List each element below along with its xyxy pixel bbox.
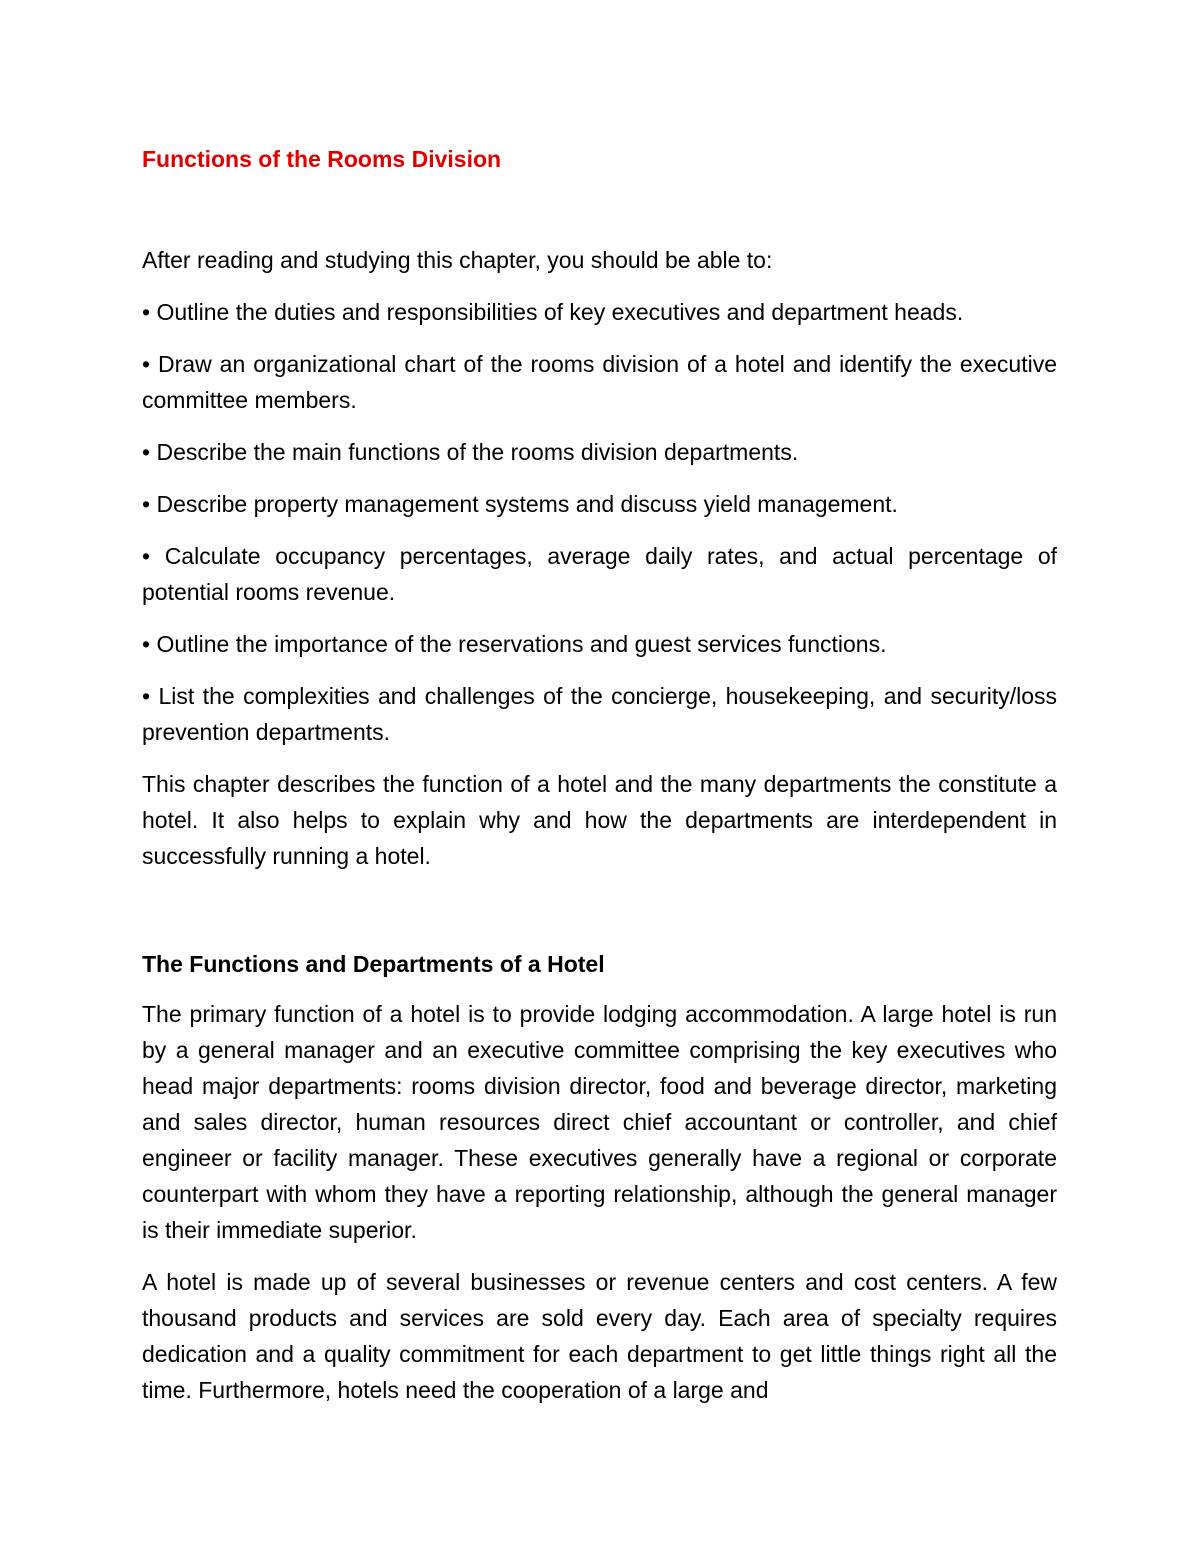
objective-item [142, 294, 1057, 330]
bullet-icon: • [142, 439, 151, 465]
learning-objectives-list [142, 294, 1057, 750]
bullet-icon: • [142, 543, 151, 569]
learning-objectives-intro: After reading and studying this chapter, you should be able to: [142, 247, 773, 273]
body-paragraph: A hotel is made up of several businesses or revenue centers and cost centers. A few thousand products and services are sold every day. Each area of specialty requires dedication and a quality commitment for each department to get little things right all the time. Furthermore, hotels need the cooperation of a large and [142, 1269, 1057, 1403]
bullet-icon: • [142, 491, 151, 517]
body-paragraph: The primary function of a hotel is to provide lodging accommodation. A large hotel is run by a general manager and an executive committee comprising the key executives who head major departments: rooms division director, food and beverage director, marketing and sales director, human resources direct chief accountant or controller, and chief engineer or facility manager. These executives generally have a regional or corporate counterpart with whom they have a reporting relationship, although the general manager is their immediate superior. [142, 1001, 1057, 1243]
bullet-icon: • [142, 299, 151, 325]
bullet-icon: • [142, 683, 151, 709]
objective-item [142, 486, 1057, 522]
document-page [142, 140, 1057, 1424]
objective-item [142, 346, 1057, 418]
objective-text: Outline the duties and responsibilities of key executives and department heads. [156, 299, 964, 325]
objective-text: List the complexities and challenges of the concierge, housekeeping, and security/loss prevention departments. [142, 683, 1058, 745]
objective-text: Describe property management systems and discuss yield management. [156, 491, 898, 517]
objective-item [142, 538, 1057, 610]
objective-item [142, 434, 1057, 470]
section-heading: The Functions and Departments of a Hotel [142, 951, 605, 977]
chapter-summary-paragraph: This chapter describes the function of a hotel and the many departments the constitute a hotel. It also helps to explain why and how the departments are interdependent in successfully running a hotel. [142, 771, 1057, 869]
document-title: Functions of the Rooms Division [142, 146, 502, 172]
objective-text: Calculate occupancy percentages, average daily rates, and actual percentage of potential rooms revenue. [142, 543, 1058, 605]
objective-text: Describe the main functions of the rooms division departments. [156, 439, 799, 465]
objective-text: Draw an organizational chart of the rooms division of a hotel and identify the executive committee members. [142, 351, 1058, 413]
bullet-icon: • [142, 351, 151, 377]
bullet-icon: • [142, 631, 151, 657]
objective-item [142, 626, 1057, 662]
objective-text: Outline the importance of the reservations and guest services functions. [156, 631, 887, 657]
objective-item [142, 678, 1057, 750]
